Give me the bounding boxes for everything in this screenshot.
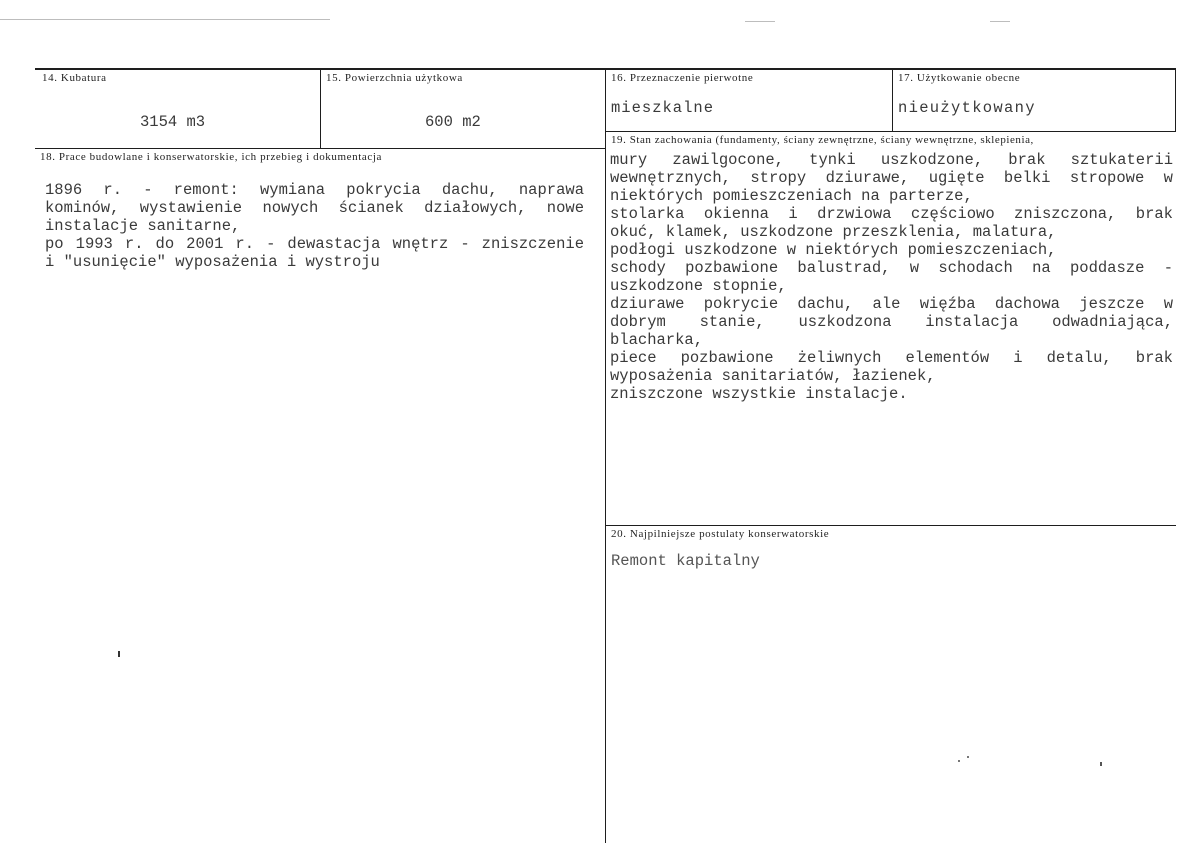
field-18-line: instalacje sanitarne, — [45, 217, 241, 235]
right-row1-bottom — [605, 131, 1176, 132]
field-17-value: nieużytkowany — [898, 99, 1036, 117]
scan-speck — [967, 756, 969, 758]
field-19-label: 19. Stan zachowania (fundamenty, ściany zewnętrzne, ściany wewnętrzne, sklepienia, — [611, 134, 1034, 146]
field-18-line: i "usunięcie" wyposażenia i wystroju — [45, 253, 380, 271]
field-19-line: zniszczone wszystkie instalacje. — [610, 385, 908, 403]
field-14-value: 3154 m3 — [140, 113, 206, 131]
scan-speck — [118, 651, 120, 657]
field-17-label: 17. Użytkowanie obecne — [898, 72, 1021, 84]
field-18-line: 1896 r. - remont: wymiana pokrycia dachu, naprawa — [45, 181, 584, 199]
field-18-line: po 1993 r. do 2001 r. - dewastacja wnętrz - zniszczenie — [45, 235, 584, 253]
right-border — [1175, 68, 1176, 132]
field-19-line: mury zawilgocone, tynki uszkodzone, brak sztukaterii — [610, 151, 1173, 169]
field-14-label: 14. Kubatura — [42, 72, 107, 84]
top-edge-mark — [745, 21, 775, 22]
field-16-label: 16. Przeznaczenie pierwotne — [611, 72, 754, 84]
top-edge-mark — [990, 21, 1010, 22]
field-19-line: uszkodzone stopnie, — [610, 277, 787, 295]
divider-14-15 — [320, 68, 321, 149]
field-19-text — [610, 151, 1173, 403]
field-19-line: stolarka okienna i drzwiowa częściowo zniszczona, brak — [610, 205, 1173, 223]
top-edge-mark — [0, 19, 330, 20]
field-19-line: dobrym stanie, uszkodzona instalacja odwadniająca, — [610, 313, 1173, 331]
field-20-value: Remont kapitalny — [611, 552, 760, 570]
field-15-label: 15. Powierzchnia użytkowa — [326, 72, 463, 84]
field-16-value: mieszkalne — [611, 99, 715, 117]
field-20-label: 20. Najpilniejsze postulaty konserwatorskie — [611, 528, 830, 540]
field-19-line: schody pozbawione balustrad, w schodach na poddasze - — [610, 259, 1173, 277]
center-divider — [605, 68, 606, 843]
field20-top — [605, 525, 1176, 526]
field-19-line: okuć, klamek, uszkodzone przeszklenia, malatura, — [610, 223, 1057, 241]
field-19-line: niektórych pomieszczeniach na parterze, — [610, 187, 973, 205]
scan-speck — [1100, 762, 1102, 766]
field-15-value: 600 m2 — [425, 113, 481, 131]
field-19-line: podłogi uszkodzone w niektórych pomieszczeniach, — [610, 241, 1057, 259]
divider-16-17 — [892, 68, 893, 132]
field-19-line: dziurawe pokrycie dachu, ale więźba dachowa jeszcze w — [610, 295, 1173, 313]
field-18-line: kominów, wystawienie nowych ścianek działowych, nowe — [45, 199, 584, 217]
field-19-line: piece pozbawione żeliwnych elementów i detalu, brak — [610, 349, 1173, 367]
scan-speck — [958, 760, 960, 762]
field-18-text — [45, 181, 584, 271]
field-19-line: wyposażenia sanitariatów, łazienek, — [610, 367, 936, 385]
field-18-label: 18. Prace budowlane i konserwatorskie, ich przebieg i dokumentacja — [40, 151, 382, 163]
field-19-line: wewnętrznych, stropy dziurawe, ugięte belki stropowe w — [610, 169, 1173, 187]
field-19-line: blacharka, — [610, 331, 704, 349]
